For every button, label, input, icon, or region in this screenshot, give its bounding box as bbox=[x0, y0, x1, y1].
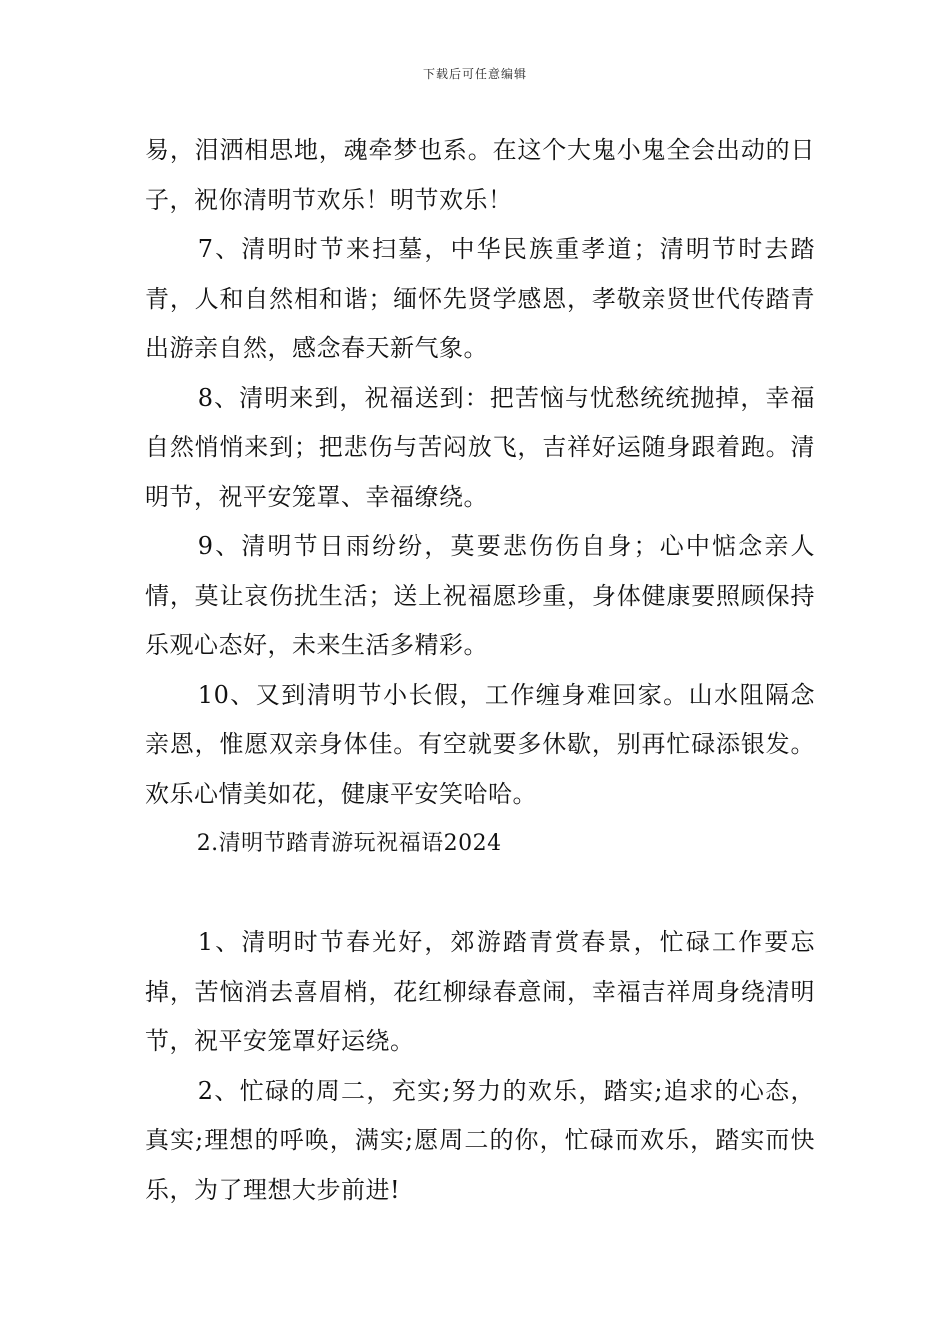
page-header: 下载后可任意编辑 bbox=[422, 67, 527, 81]
paragraph-continuation: 易，泪洒相思地，魂牵梦也系。在这个大鬼小鬼全会出动的日子，祝你清明节欢乐！明节欢乐！ bbox=[145, 136, 815, 214]
paragraph-item-10: 10、又到清明节小长假，工作缠身难回家。山水阻隔念亲恩，惟愿双亲身体佳。有空就要多休歇，别再忙碌添银发。欢乐心情美如花，健康平安笑哈哈。 bbox=[145, 680, 815, 808]
section-heading: 2.清明节踏青游玩祝福语2024 bbox=[196, 831, 502, 856]
paragraph-item-7: 7、清明时节来扫墓，中华民族重孝道；清明节时去踏青，人和自然相和谐；缅怀先贤学感恩，孝敬亲贤世代传踏青出游亲自然，感念春天新气象。 bbox=[145, 235, 815, 362]
document-body bbox=[145, 126, 815, 1215]
paragraph-item-2: 2、忙碌的周二，充实;努力的欢乐，踏实;追求的心态，真实;理想的呼唤，满实;愿周二的你，忙碌而欢乐，踏实而快乐，为了理想大步前进! bbox=[145, 1076, 815, 1204]
paragraph-item-1: 1、清明时节春光好，郊游踏青赏春景，忙碌工作要忘掉，苦恼消去喜眉梢，花红柳绿春意闹，幸福吉祥周身绕清明节，祝平安笼罩好运绕。 bbox=[145, 928, 815, 1055]
paragraph-item-9: 9、清明节日雨纷纷，莫要悲伤伤自身；心中惦念亲人情，莫让哀伤扰生活；送上祝福愿珍重，身体健康要照顾保持乐观心态好，未来生活多精彩。 bbox=[145, 532, 815, 659]
blank-line bbox=[145, 869, 815, 919]
paragraph-item-8: 8、清明来到，祝福送到：把苦恼与忧愁统统抛掉，幸福自然悄悄来到；把悲伤与苦闷放飞，吉祥好运随身跟着跑。清明节，祝平安笼罩、幸福缭绕。 bbox=[145, 383, 815, 511]
